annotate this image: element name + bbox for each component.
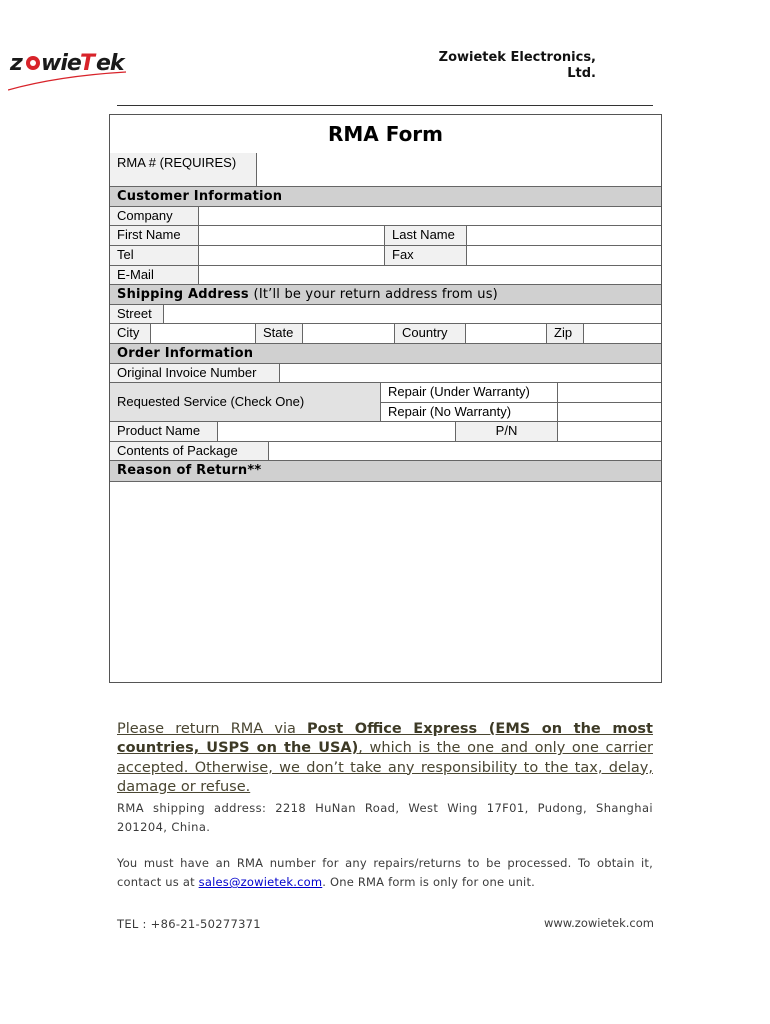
requirement-text-start: You must have an RMA number for any repairs/returns to be processed. To obtain it, contact us at <box>117 856 653 889</box>
street-field[interactable] <box>164 305 661 324</box>
rma-number-field[interactable] <box>257 153 661 187</box>
city-field[interactable] <box>151 324 256 344</box>
sales-email-link[interactable]: sales@zowietek.com <box>198 875 323 889</box>
form-title: RMA Form <box>110 115 661 154</box>
street-label: Street <box>110 305 164 324</box>
pn-field[interactable] <box>558 422 661 442</box>
country-field[interactable] <box>466 324 547 344</box>
last-name-label: Last Name <box>385 226 467 246</box>
repair-warranty-check[interactable] <box>558 383 661 403</box>
tel-label: Tel <box>110 246 199 266</box>
pn-label: P/N <box>456 422 558 442</box>
rma-requirement-text <box>117 854 653 892</box>
country-label: Country <box>395 324 466 344</box>
repair-warranty-option[interactable]: Repair (Under Warranty) <box>381 383 558 403</box>
shipping-notice <box>117 720 653 797</box>
fax-label: Fax <box>385 246 467 266</box>
svg-text:ek: ek <box>96 51 124 76</box>
contents-label: Contents of Package <box>110 442 269 461</box>
state-label: State <box>256 324 303 344</box>
contents-field[interactable] <box>269 442 661 461</box>
first-name-label: First Name <box>110 226 199 246</box>
svg-text:z: z <box>10 51 22 76</box>
company-label: Company <box>110 207 199 226</box>
header-divider <box>117 105 653 106</box>
product-name-field[interactable] <box>218 422 456 442</box>
shipping-address-text: RMA shipping address: 2218 HuNan Road, West Wing 17F01, Pudong, Shanghai 201204, China. <box>117 801 653 834</box>
zip-field[interactable] <box>584 324 661 344</box>
zip-label: Zip <box>547 324 584 344</box>
reason-section: Reason of Return** <box>110 461 661 482</box>
state-field[interactable] <box>303 324 395 344</box>
repair-no-warranty-option[interactable]: Repair (No Warranty) <box>381 403 558 422</box>
shipping-address-section <box>110 285 661 305</box>
notice-carrier: Post Office Express (EMS on the most countries, USPS on the USA) <box>117 721 653 757</box>
first-name-field[interactable] <box>199 226 385 246</box>
svg-text:wie: wie <box>41 51 81 76</box>
invoice-label: Original Invoice Number <box>110 364 280 383</box>
reason-field[interactable] <box>110 482 661 682</box>
product-name-label: Product Name <box>110 422 218 442</box>
tel-field[interactable] <box>199 246 385 266</box>
company-name <box>376 50 596 82</box>
order-info-section: Order Information <box>110 344 661 364</box>
rma-number-label: RMA # (REQUIRES) <box>110 153 257 187</box>
city-label: City <box>110 324 151 344</box>
repair-no-warranty-check[interactable] <box>558 403 661 422</box>
logo-swoosh-icon <box>8 48 138 96</box>
email-label: E-Mail <box>110 266 199 285</box>
service-label: Requested Service (Check One) <box>110 383 381 422</box>
telephone-text: TEL : +86-21-50277371 <box>117 917 261 931</box>
company-logo <box>8 48 138 96</box>
requirement-text-end: . One RMA form is only for one unit. <box>322 875 536 889</box>
last-name-field[interactable] <box>467 226 661 246</box>
invoice-field[interactable] <box>280 364 661 383</box>
rma-form <box>109 114 662 683</box>
customer-info-section: Customer Information <box>110 187 661 207</box>
company-name-line1: Zowietek Electronics, <box>438 50 596 65</box>
shipping-section-note: (It’ll be your return address from us) <box>253 287 498 302</box>
notice-text-end: , which is the one and only one carrier accepted. Otherwise, we don’t take any responsibility to the tax, delay, damage or refuse. <box>117 740 653 795</box>
company-name-line2: Ltd. <box>567 66 596 81</box>
notice-text-start: Please return RMA via <box>117 721 308 737</box>
svg-text:T: T <box>80 51 95 76</box>
fax-field[interactable] <box>467 246 661 266</box>
website-text: www.zowietek.com <box>543 916 654 930</box>
shipping-section-title: Shipping Address <box>117 287 249 302</box>
company-field[interactable] <box>199 207 661 226</box>
email-field[interactable] <box>199 266 661 285</box>
